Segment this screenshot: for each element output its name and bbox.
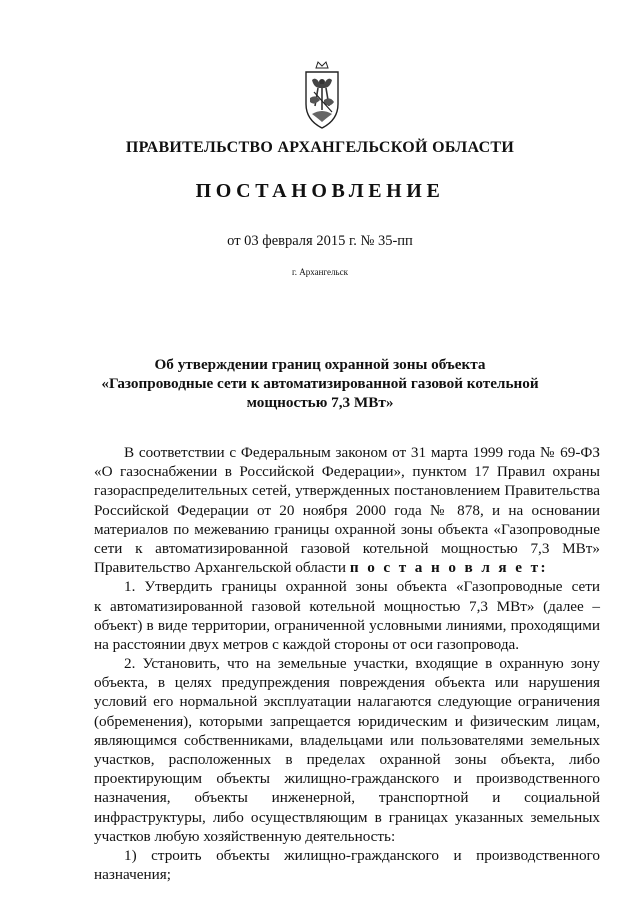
body-line: назначения, объекты инженерной, транспортной и социальной — [94, 789, 600, 807]
body-line: инфраструктуры, либо осуществляющим в границах указанных земельных — [94, 808, 600, 826]
body-line: 1) строить объекты жилищно-гражданского и производственного — [124, 846, 600, 864]
government-subject: Правительство Архангельской области — [94, 559, 347, 577]
document-body — [94, 443, 600, 884]
body-line: на расстоянии двух метров с каждой стороны от оси газопровода. — [94, 635, 520, 653]
body-line: проектирующим объекты жилищно-гражданского и производственного — [94, 770, 600, 788]
body-line: сети к автоматизированной газовой котельной мощностью 7,3 МВт» — [94, 539, 600, 557]
title-line: мощностью 7,3 МВт» — [246, 394, 394, 411]
document-type: ПОСТАНОВЛЕНИЕ — [195, 180, 445, 202]
title-line: «Газопроводные сети к автоматизированной газовой котельной — [101, 375, 539, 392]
date-number-line: от 03 февраля 2015 г. № 35-пп — [227, 233, 413, 249]
body-line: «О газоснабжении в Российской Федерации», пунктом 17 Правил охраны — [94, 463, 600, 481]
organization-name: ПРАВИТЕЛЬСТВО АРХАНГЕЛЬСКОЙ ОБЛАСТИ — [125, 139, 515, 156]
body-line: В соответствии с Федеральным законом от 31 марта 1999 года № 69-ФЗ — [124, 444, 600, 461]
body-line: участков, расположенных в пределах охранной зоны объекта, либо — [94, 751, 600, 768]
resolves-word: п о с т а н о в л я е т: — [349, 559, 548, 577]
body-line: газораспределительных сетей, утвержденных постановлением Правительства — [94, 482, 600, 500]
coat-of-arms-emblem — [302, 58, 342, 132]
city-line: г. Архангельск — [292, 267, 348, 277]
body-line — [94, 558, 600, 577]
body-line: (обременения), которыми запрещается юридическим и физическим лицам, — [94, 712, 600, 730]
body-line: участков любую хозяйственную деятельность: — [94, 827, 396, 845]
body-line: условий его нормальной эксплуатации налагаются следующие ограничения — [94, 693, 600, 711]
body-line: являющимся собственниками, владельцами или пользователями земельных — [94, 731, 600, 749]
title-line: Об утверждении границ охранной зоны объекта — [154, 356, 486, 373]
body-line: объекта, в целях предупреждения повреждения объекта или нарушения — [94, 674, 600, 692]
body-line: объект) в виде территории, ограниченной условными линиями, проходящими — [94, 616, 600, 634]
body-line: 2. Установить, что на земельные участки, входящие в охранную зону — [124, 655, 600, 673]
body-line: материалов по межеванию границы охранной зоны объекта «Газопроводные — [94, 520, 600, 538]
body-line: назначения; — [94, 866, 171, 884]
document-title — [100, 355, 540, 412]
body-line: 1. Утвердить границы охранной зоны объекта «Газопроводные сети — [124, 578, 600, 596]
body-line: Российской Федерации от 20 ноября 2000 года № 878, и на основании — [94, 501, 600, 519]
body-line: к автоматизированной газовой котельной мощностью 7,3 МВт» (далее – — [94, 597, 600, 615]
